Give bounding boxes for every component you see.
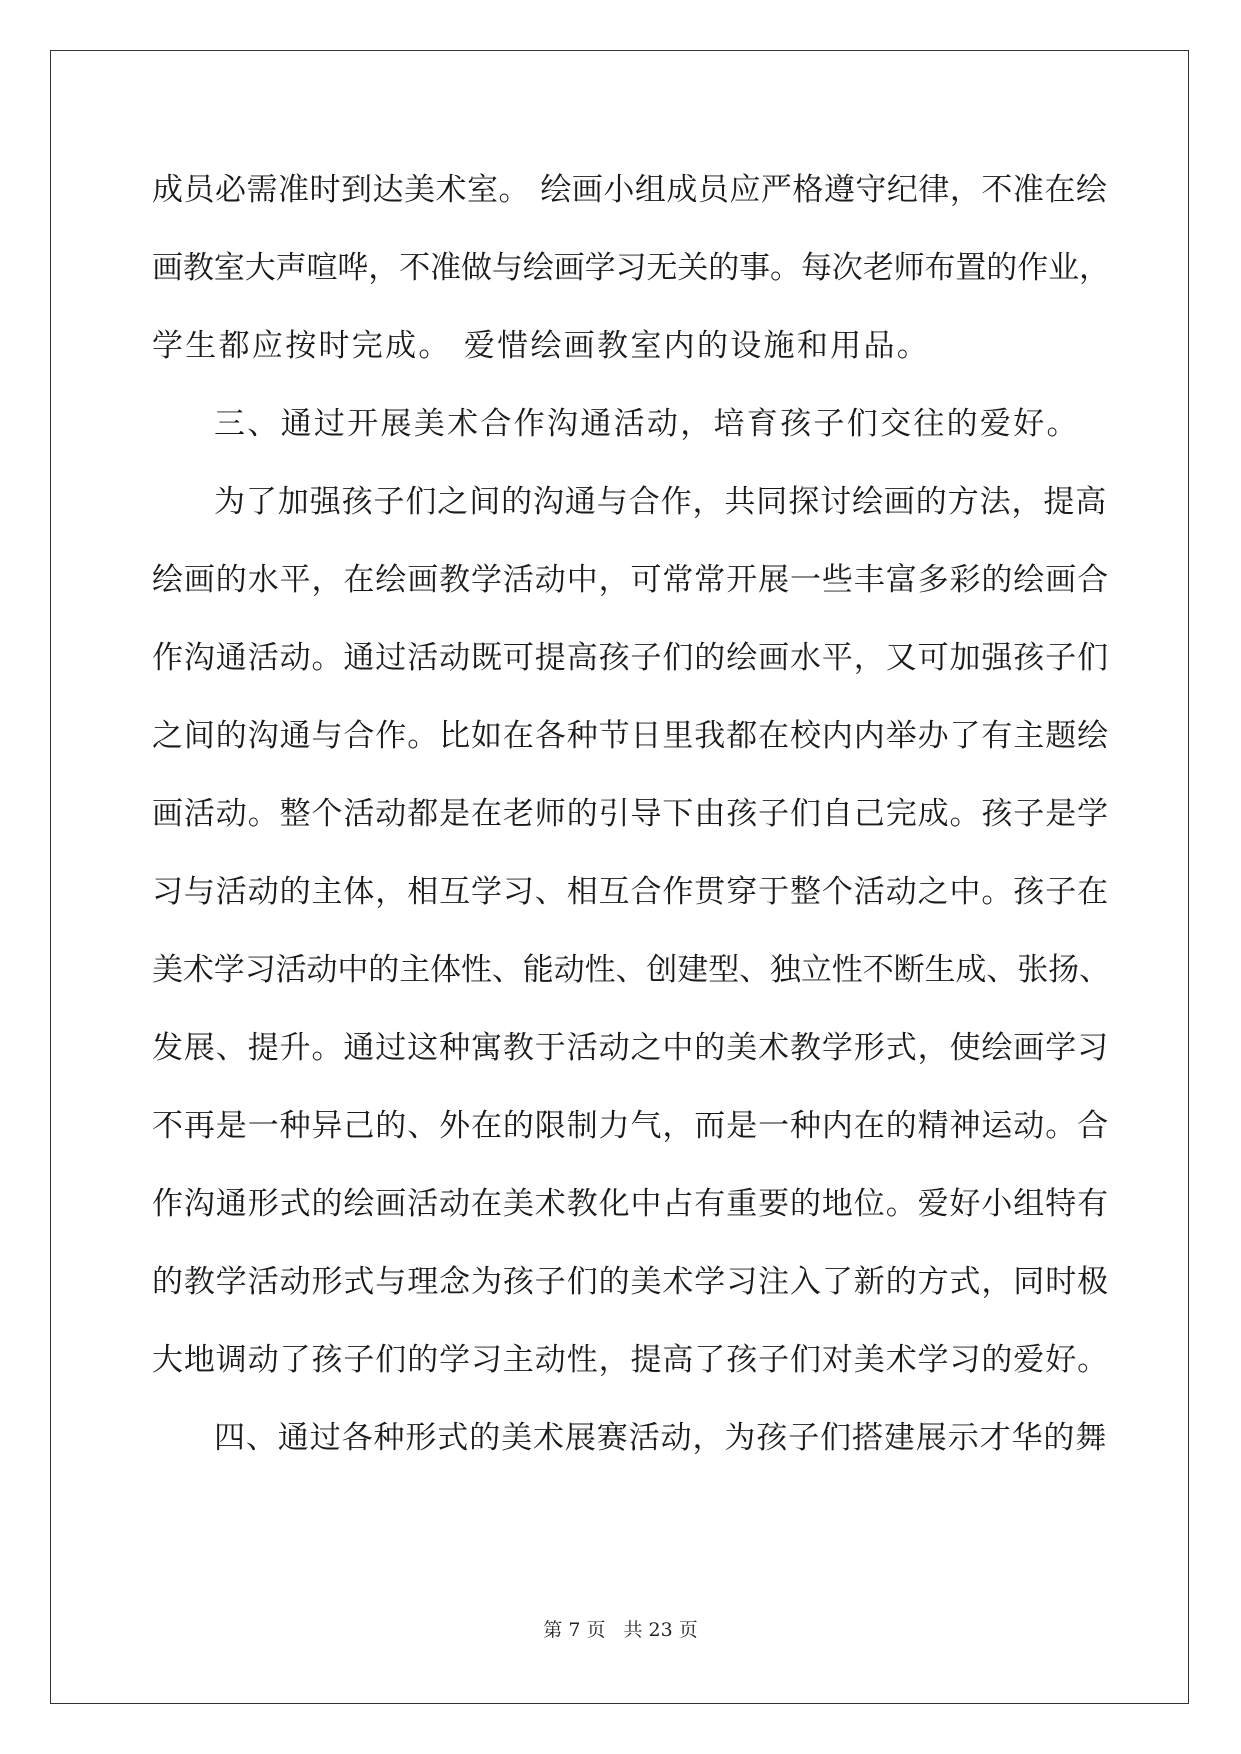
body-text-line: 大地调动了孩子们的学习主动性，提高了孩子们对美术学习的爱好。	[152, 1342, 1109, 1378]
body-text-line: 发展、提升。通过这种寓教于活动之中的美术教学形式，使绘画学习	[152, 1030, 1109, 1066]
section-heading: 四、通过各种形式的美术展赛活动，为孩子们搭建展示才华的舞	[214, 1420, 1108, 1456]
body-text-line: 之间的沟通与合作。比如在各种节日里我都在校内内举办了有主题绘	[152, 718, 1109, 754]
body-text-line: 画活动。整个活动都是在老师的引导下由孩子们自己完成。孩子是学	[152, 796, 1109, 832]
body-text-line: 为了加强孩子们之间的沟通与合作，共同探讨绘画的方法，提高	[214, 484, 1108, 520]
body-text-line: 画教室大声喧哗，不准做与绘画学习无关的事。每次老师布置的作业，	[152, 250, 1110, 286]
body-text-line: 美术学习活动中的主体性、能动性、创建型、独立性不断生成、张扬、	[152, 952, 1110, 988]
page-total: 共 23 页	[623, 1619, 698, 1641]
body-text-line: 不再是一种异己的、外在的限制力气，而是一种内在的精神运动。合	[152, 1108, 1109, 1144]
page-footer	[0, 1618, 1241, 1642]
section-heading: 三、通过开展美术合作沟通活动，培育孩子们交往的爱好。	[214, 406, 1080, 442]
body-text-line: 习与活动的主体，相互学习、相互合作贯穿于整个活动之中。孩子在	[152, 874, 1109, 910]
body-text-line: 作沟通活动。通过活动既可提高孩子们的绘画水平，又可加强孩子们	[152, 640, 1109, 676]
body-text-line: 作沟通形式的绘画活动在美术教化中占有重要的地位。爱好小组特有	[152, 1186, 1109, 1222]
page-number: 第 7 页	[543, 1619, 606, 1641]
body-text-line: 学生都应按时完成。 爱惜绘画教室内的设施和用品。	[152, 328, 931, 364]
body-text-line: 的教学活动形式与理念为孩子们的美术学习注入了新的方式，同时极	[152, 1264, 1109, 1300]
body-text-line: 成员必需准时到达美术室。 绘画小组成员应严格遵守纪律，不准在绘	[152, 172, 1108, 208]
body-text-line: 绘画的水平，在绘画教学活动中，可常常开展一些丰富多彩的绘画合	[152, 562, 1109, 598]
